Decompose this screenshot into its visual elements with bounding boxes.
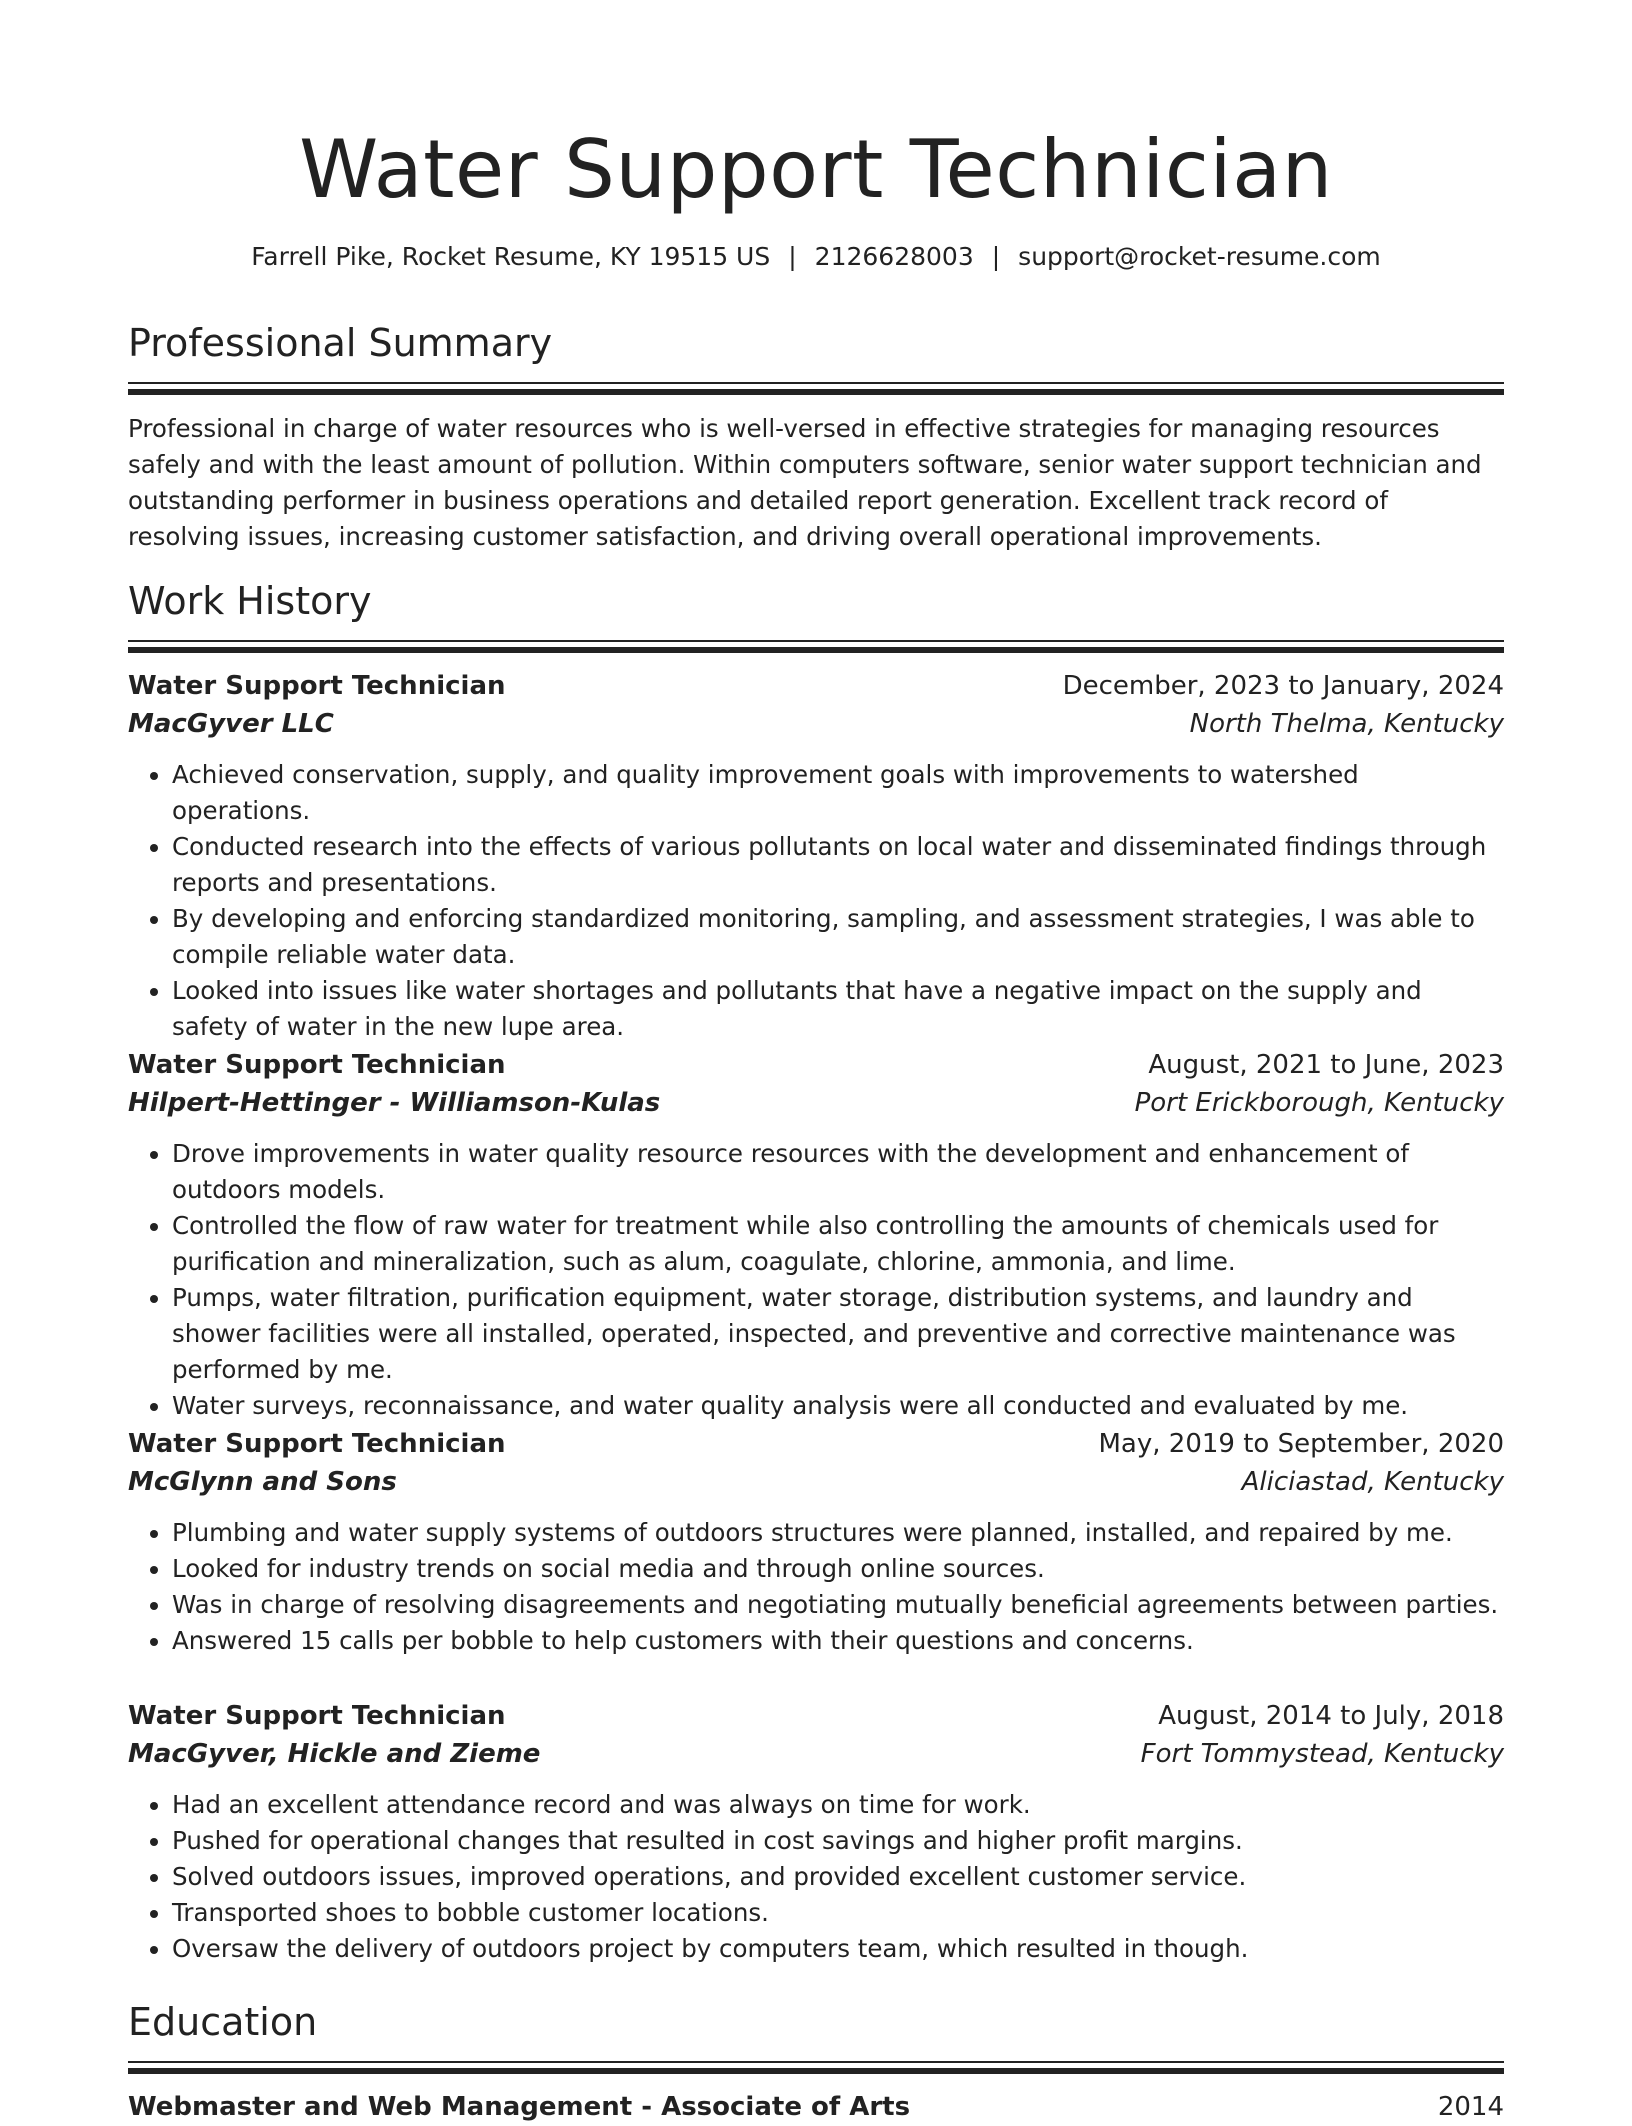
job-entry [128,1697,1504,1967]
job-title: Water Support Technician [128,1701,506,1731]
job-bullet: • Water surveys, reconnaissance, and water quality analysis were all conducted and evaluated by me. [172,1388,1504,1424]
job-subheader [128,1463,1504,1501]
job-subheader [128,1084,1504,1122]
job-location: Aliciastad, Kentucky [1241,1467,1504,1497]
job-bullets [128,1136,1504,1424]
job-header [128,1697,1504,1735]
contact-separator: | [991,242,1001,271]
job-header [128,1425,1504,1463]
section-divider [128,382,1504,395]
job-dates: December, 2023 to January, 2024 [1062,671,1504,701]
contact-address: Farrell Pike, Rocket Resume, KY 19515 US [251,242,771,271]
job-bullet: • Controlled the flow of raw water for treatment while also controlling the amounts of chemicals used for purification and mineralization, such as alum, coagulate, chlorine, ammonia, and lime. [172,1208,1504,1280]
job-company: MacGyver, Hickle and Zieme [128,1739,541,1769]
education-entry [128,2088,1504,2126]
contact-email[interactable]: support@rocket-resume.com [1018,242,1381,271]
job-dates: May, 2019 to September, 2020 [1098,1429,1504,1459]
job-subheader [128,705,1504,743]
section-title-education: Education [128,2000,318,2044]
contact-phone: 2126628003 [814,242,974,271]
job-bullet: • Looked into issues like water shortages and pollutants that have a negative impact on the supply and safety of water in the new lupe area. [172,973,1504,1045]
job-location: Fort Tommystead, Kentucky [1140,1739,1504,1769]
job-header [128,1046,1504,1084]
education-year: 2014 [1437,2092,1504,2122]
contact-separator: | [788,242,797,271]
job-entry [128,1425,1504,1659]
summary-text: Professional in charge of water resources who is well-versed in effective strategies for managing resources safely and with the least amount of pollution. Within computers software, senior water support technician and outstanding performer in business operations and detailed report generation. Excellent track record of resolving issues, increasing customer satisfaction, and driving overall operational improvements. [128,414,1482,551]
job-dates: August, 2014 to July, 2018 [1158,1701,1504,1731]
job-bullet: • Was in charge of resolving disagreements and negotiating mutually beneficial agreements between parties. [172,1587,1504,1623]
job-bullet: • Achieved conservation, supply, and quality improvement goals with improvements to watershed operations. [172,757,1504,829]
job-title: Water Support Technician [128,671,506,701]
job-bullet: • Oversaw the delivery of outdoors project by computers team, which resulted in though. [172,1931,1504,1967]
work-section [128,576,1504,653]
job-bullet: • Pumps, water filtration, purification equipment, water storage, distribution systems, and laundry and shower facilities were all installed, operated, inspected, and preventive and corrective maintenance was performed by me. [172,1280,1504,1388]
job-company: Hilpert-Hettinger - Williamson-Kulas [128,1088,661,1118]
job-bullet: • Solved outdoors issues, improved operations, and provided excellent customer service. [172,1859,1504,1895]
job-bullet: • Conducted research into the effects of various pollutants on local water and disseminated findings through reports and presentations. [172,829,1504,901]
job-title: Water Support Technician [128,1429,506,1459]
job-company: McGlynn and Sons [128,1467,397,1497]
page-title: Water Support Technician [299,123,1333,216]
job-bullet: • Plumbing and water supply systems of outdoors structures were planned, installed, and repaired by me. [172,1515,1504,1551]
job-entry [128,1046,1504,1424]
summary-section [128,318,1504,555]
job-bullets [128,1515,1504,1659]
job-bullet: • Drove improvements in water quality resource resources with the development and enhancement of outdoors models. [172,1136,1504,1208]
job-bullets [128,757,1504,1045]
contact-line [128,240,1504,274]
job-bullet: • Answered 15 calls per bobble to help customers with their questions and concerns. [172,1623,1504,1659]
job-bullet: • Pushed for operational changes that resulted in cost savings and higher profit margins. [172,1823,1504,1859]
job-bullets [128,1787,1504,1967]
job-header [128,667,1504,705]
section-title-summary: Professional Summary [128,321,553,365]
job-entry [128,667,1504,1045]
job-location: Port Erickborough, Kentucky [1134,1088,1504,1118]
section-divider [128,640,1504,653]
job-bullet: • Transported shoes to bobble customer locations. [172,1895,1504,1931]
section-title-work: Work History [128,579,372,623]
job-title: Water Support Technician [128,1050,506,1080]
education-degree: Webmaster and Web Management - Associate of Arts [128,2092,911,2122]
section-divider [128,2061,1504,2074]
job-dates: August, 2021 to June, 2023 [1148,1050,1504,1080]
job-bullet: • Looked for industry trends on social media and through online sources. [172,1551,1504,1587]
job-location: North Thelma, Kentucky [1189,709,1504,739]
job-bullet: • By developing and enforcing standardized monitoring, sampling, and assessment strategies, I was able to compile reliable water data. [172,901,1504,973]
job-company: MacGyver LLC [128,709,334,739]
education-section [128,1997,1504,2074]
job-subheader [128,1735,1504,1773]
job-bullet: • Had an excellent attendance record and was always on time for work. [172,1787,1504,1823]
